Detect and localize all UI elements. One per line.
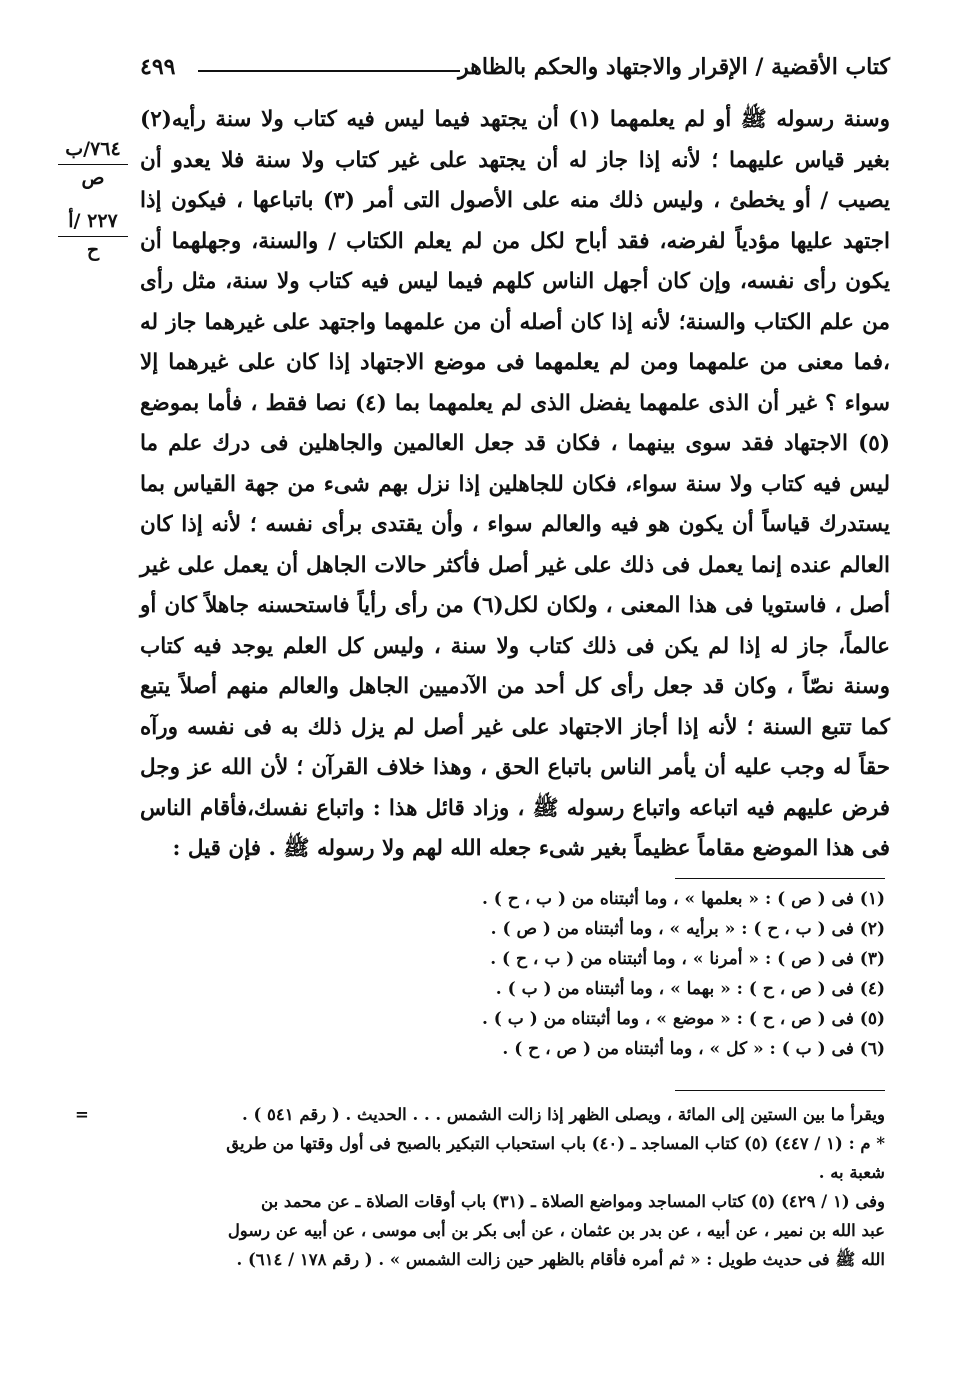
commentary-line: الله ﷺ فى حديث طويل : « ثم أمره فأقام بالظهر حين زالت الشمس » . ( رقم ١٧٨ / ٦١٤) . xyxy=(236,1250,885,1269)
manuscript-code: ص xyxy=(81,167,105,189)
footnote: (١) فى ( ص ) : « بعلمها » ، وما أثبتناه من ( ب ، ح ) . xyxy=(481,889,885,909)
footnote: (٥) فى ( ص ، ح ) : « موضع » ، وما أثبتناه من ( ب ) . xyxy=(481,1009,885,1029)
commentary-line: شعبة به . xyxy=(818,1163,885,1182)
page-number: ٤٩٩ xyxy=(140,54,176,80)
continuation-mark: = xyxy=(75,1105,89,1124)
hadith-commentary xyxy=(75,1100,885,1274)
footnote: (٢) فى ( ب ، ح ) : « برأيه » ، وما أثبتناه من ( ص ) . xyxy=(490,919,885,939)
manuscript-code: ح xyxy=(86,239,100,261)
commentary-line: * م : (١ / ٤٤٧) (٥) كتاب المساجد ـ (٤٠) باب استحباب التبكير بالصبح فى أول وقتها من طريق xyxy=(226,1134,885,1153)
header-rule xyxy=(198,70,460,72)
manuscript-ref-sad xyxy=(58,138,128,189)
commentary-line: ويقرأ ما بين الستين إلى المائة ، ويصلى الظهر إذا زالت الشمس . . . الحديث . ( رقم ٥٤١ ) . xyxy=(241,1105,885,1124)
page-header xyxy=(140,48,890,88)
footnotes xyxy=(125,884,885,1064)
manuscript-ref-ha xyxy=(58,210,128,261)
footnote: (٦) فى ( ب ) : « كل » ، وما أثبتناه من ( ص ، ح ) . xyxy=(502,1039,885,1059)
footnote-separator xyxy=(675,878,885,879)
commentary-line: وفى (١ / ٤٢٩) (٥) كتاب المساجد ومواضع الصلاة ـ (٣١) باب أوقات الصلاة ـ عن محمد بن xyxy=(261,1192,885,1211)
manuscript-folio: ٧٦٤/ب xyxy=(58,138,128,165)
commentary-separator xyxy=(675,1090,885,1091)
main-paragraph: وسنة رسوله ﷺ أو لم يعلمهما (١) أن يجتهد فيما ليس فيه كتاب ولا سنة رأيه(٢) بغير قياس عليهما ؛ لأنه إذا جاز له أن يجتهد على غير كتاب ولا سنة فلا يعدو أن يصيب / أو يخطئ ، وليس ذلك منه على الأصول التى أمر (٣) باتباعها ، فيكون إذا اجتهد عليها مؤدياً لفرضه، فقد أباح لكل من لم يعلم الكتاب / والسنة، وجهلهما أن يكون رأى نفسه، وإن كان أجهل الناس كلهم فيما ليس فيه كتاب ولا سنة، مثل رأى من علم الكتاب والسنة؛ لأنه إذا كان أصله أن من علمهما واجتهد على غيرهما جاز له ،فما معنى من علمهما ومن لم يعلمهما فى موضع الاجتهاد إذا كان على غيرهما إلا سواء ؟ غير أن الذى علمهما يفضل الذى لم يعلمهما بما (٤) نصا فقط ، فأما بموضع (٥) الاجتهاد فقد سوى بينهما ، فكان قد جعل العالمين والجاهلين فى درك علم ما ليس فيه كتاب ولا سنة سواء، فكان للجاهلين إذا نزل بهم شىء من جهة القياس بما يستدرك قياساً أن يكون هو فيه والعالم سواء ، وأن يقتدى برأى نفسه ؛ لأنه إذا كان العالم عنده إنما يعمل فى ذلك على غير أصل فأكثر حالات الجاهل أن يعمل على غير أصل ، فاستويا فى هذا المعنى ، ولكان لكل(٦) من رأى رأياً فاستحسنه جاهلاً كان أو عالماً، جاز له إذا لم يكن فى ذلك كتاب ولا سنة ، وليس كل العلم يوجد فيه كتاب وسنة نصّاً ، وكان قد جعل رأى كل أحد من الآدميين الجاهل والعالم منهم أصلاً يتبع كما تتبع السنة ؛ لأنه إذا أجاز الاجتهاد على غير أصل لم يزل ذلك به فى نفسه ورآه حقاً له وجب عليه أن يأمر الناس باتباع الحق ، وهذا خلاف القرآن ؛ لأن الله عز وجل فرض عليهم فيه اتباعه واتباع رسوله ﷺ ، وزاد قائل هذا : واتباع نفسك،فأقام الناس فى هذا الموضع مقاماً عظيماً بغير شىء جعله الله لهم ولا رسوله ﷺ . فإن قيل : xyxy=(140,107,891,861)
footnote: (٤) فى ( ص ، ح ) : « بهما » ، وما أثبتناه من ( ب ) . xyxy=(495,979,885,999)
footnote: (٣) فى ( ص ) : « أمرنا » ، وما أثبتناه من ( ب ، ح ) . xyxy=(490,949,885,969)
running-title: كتاب الأقضية / الإقرار والاجتهاد والحكم بالظاهر xyxy=(458,54,890,80)
main-text-block xyxy=(140,100,890,870)
manuscript-folio: ٢٢٧ /أ xyxy=(58,210,128,237)
commentary-line: عبد الله بن نمير ، عن أبيه ، عن بدر بن عثمان ، عن أبى بكر بن أبى موسى ، عن أبيه عن رسول xyxy=(227,1221,885,1240)
